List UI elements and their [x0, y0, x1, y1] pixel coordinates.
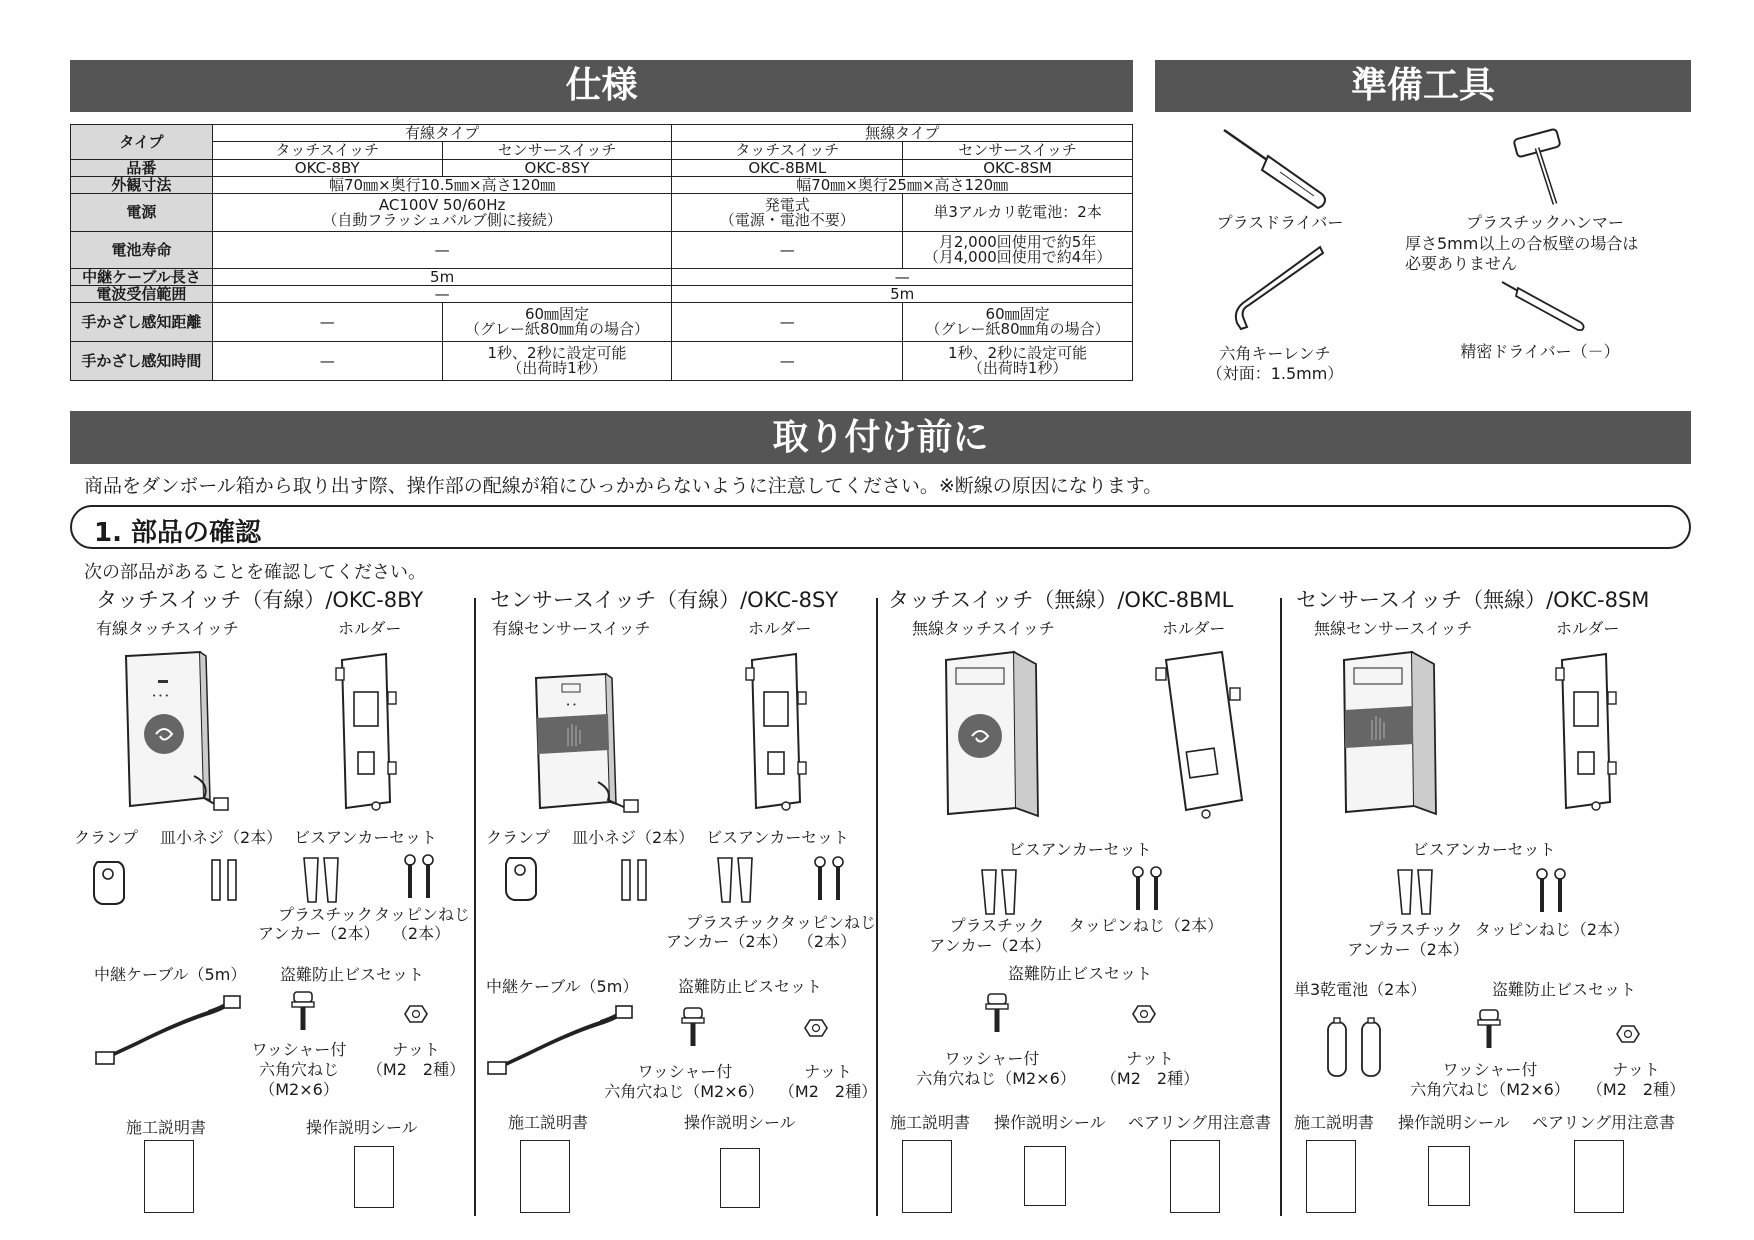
sensing-distance-8sy	[442, 303, 672, 342]
aa-battery-icon	[1326, 1016, 1388, 1078]
svg-text:• •: • •	[566, 701, 577, 709]
plastic-anchor-label-2: アンカー（2本）	[929, 936, 1051, 955]
cable-length-wireless: —	[672, 269, 1133, 286]
nut-icon	[1132, 1004, 1156, 1024]
sensing-time-8sm-line2: （出荷時1秒）	[967, 359, 1068, 377]
tapping-screw-label: タッピンねじ（2本）	[1068, 916, 1224, 935]
hex-bolt-icon	[984, 992, 1010, 1034]
pairing-doc-icon	[1574, 1140, 1624, 1213]
power-8bml-line1: 発電式	[764, 195, 810, 214]
sensing-distance-8sm	[903, 303, 1133, 342]
plastic-anchor-label-1: プラスチック	[278, 905, 373, 924]
washer-bolt-label-2: 六角穴ねじ（M2×6）	[1410, 1080, 1570, 1099]
sensing-distance-8by: —	[212, 303, 442, 342]
tools-header	[1155, 60, 1691, 112]
plastic-anchor-icon	[300, 854, 346, 906]
clamp-label: クランプ	[486, 828, 551, 847]
step1-title: 1. 部品の確認	[94, 518, 262, 548]
washer-bolt-label-2: 六角穴ねじ（M2×6）	[604, 1082, 764, 1101]
sticker-doc-icon	[1024, 1146, 1066, 1206]
washer-bolt-label-1: ワッシャー付	[944, 1049, 1040, 1068]
sensor-switch-wired: センサースイッチ	[442, 142, 672, 160]
pairing-label: ペアリング用注意書	[1128, 1113, 1272, 1132]
washer-bolt-label-1: ワッシャー付	[637, 1062, 733, 1081]
tapping-screw-icon	[1534, 868, 1570, 916]
sensing-distance-8sy-line2: （グレー紙80㎜角の場合）	[464, 320, 650, 338]
washer-bolt-label-2: 六角穴ねじ（M2×6）	[916, 1069, 1076, 1088]
power-wired-line2: （自動フラッシュバルブ側に接続）	[322, 210, 562, 229]
sensing-distance-8sy-line1: 60㎜固定	[524, 305, 590, 323]
precision-screwdriver-icon	[1500, 280, 1590, 332]
before-install-note: 商品をダンボール箱から取り出す際、操作部の配線が箱にひっかからないように注意してください。※断線の原因になります。	[84, 475, 1163, 497]
radio-range-wireless: 5m	[672, 286, 1133, 303]
plastic-anchor-label-2: アンカー（2本）	[1347, 940, 1469, 959]
tools-header-text: 準備工具	[1350, 65, 1495, 106]
sensing-time-label: 手かざし感知時間	[71, 342, 213, 381]
plastic-anchor-label-2: アンカー（2本）	[666, 932, 788, 951]
step1-description: 次の部品があることを確認してください。	[84, 562, 426, 583]
anchor-set-label: ビスアンカーセット	[1008, 840, 1152, 859]
theft-set-label: 盗難防止ビスセット	[678, 977, 823, 996]
hex-key-label-2: （対面：1.5mm）	[1206, 364, 1344, 383]
power-8bml	[672, 194, 903, 232]
tapping-screw-label-2: （2本）	[797, 932, 857, 951]
battery-life-line2: （月4,000回使用で約4年）	[923, 248, 1112, 266]
tapping-screw-label: タッピンねじ（2本）	[1474, 920, 1630, 939]
pairing-label: ペアリング用注意書	[1532, 1113, 1676, 1132]
nut-icon	[1616, 1024, 1640, 1044]
column-title-8sm: センサースイッチ（無線）/OKC-8SM	[1296, 588, 1650, 612]
sticker-doc-icon	[354, 1146, 394, 1208]
size-wireless: 幅70㎜×奥行25㎜×高さ120㎜	[672, 177, 1133, 194]
anchor-set-label: ビスアンカーセット	[706, 828, 850, 847]
theft-set-label: 盗難防止ビスセット	[1007, 964, 1152, 983]
sensing-distance-8bml: —	[672, 303, 903, 342]
tapping-screw-label-1: タッピンねじ	[780, 913, 877, 932]
precision-screwdriver-label: 精密ドライバー（－）	[1460, 342, 1620, 361]
sensing-time-8bml: —	[672, 342, 903, 381]
manual-label: 施工説明書	[508, 1113, 589, 1132]
hex-bolt-icon	[1476, 1008, 1502, 1050]
phillips-screwdriver-icon	[1222, 128, 1332, 210]
manual-doc-icon	[520, 1140, 570, 1213]
model-label: 品番	[71, 160, 213, 177]
holder-icon	[1152, 650, 1252, 818]
cable-label: 中継ケーブル（5m）	[486, 977, 639, 996]
plastic-hammer-icon	[1505, 128, 1575, 208]
switch-label-8sy: 有線センサースイッチ	[492, 619, 651, 638]
before-install-header	[70, 411, 1691, 464]
switch-label-8by: 有線タッチスイッチ	[96, 619, 239, 638]
size-wired: 幅70㎜×奥行10.5㎜×高さ120㎜	[212, 177, 672, 194]
washer-bolt-label-3: （M2×6）	[259, 1080, 339, 1099]
hammer-note-1: 厚さ5mm以上の合板壁の場合は	[1405, 234, 1639, 253]
tapping-screw-icon	[1130, 866, 1166, 914]
nut-label-1: ナット	[1126, 1049, 1174, 1068]
manual-doc-icon	[902, 1140, 952, 1213]
power-wired	[212, 194, 672, 232]
sensor-switch-wired-icon	[532, 672, 650, 814]
manual-doc-icon	[144, 1140, 194, 1213]
relay-cable-icon	[94, 994, 244, 1068]
before-install-header-text: 取り付け前に	[772, 417, 989, 458]
plastic-anchor-icon	[1394, 866, 1440, 918]
plastic-anchor-icon	[978, 866, 1024, 918]
wireless-type: 無線タイプ	[672, 125, 1133, 142]
switch-label-8bml: 無線タッチスイッチ	[912, 619, 1055, 638]
sensor-switch-wireless: センサースイッチ	[903, 142, 1133, 160]
clamp-icon	[502, 854, 542, 902]
battery-label: 単3乾電池（2本）	[1294, 980, 1427, 999]
power-8sm: 単3アルカリ乾電池：2本	[903, 194, 1133, 232]
nut-label-1: ナット	[392, 1040, 440, 1059]
step1-box	[70, 505, 1691, 549]
phillips-label: プラスドライバー	[1216, 213, 1344, 232]
theft-set-label: 盗難防止ビスセット	[1492, 980, 1637, 999]
washer-bolt-label-1: ワッシャー付	[1442, 1060, 1538, 1079]
touch-switch-wired-icon	[122, 650, 234, 812]
sticker-label: 操作説明シール	[994, 1113, 1106, 1132]
manual-label: 施工説明書	[890, 1113, 971, 1132]
power-label: 電源	[71, 194, 213, 232]
sticker-label: 操作説明シール	[306, 1118, 418, 1137]
plastic-anchor-label-1: プラスチック	[1367, 920, 1463, 939]
relay-cable-icon	[486, 1004, 636, 1078]
wired-type: 有線タイプ	[212, 125, 672, 142]
manual-label: 施工説明書	[126, 1118, 207, 1137]
spec-header-text: 仕様	[565, 65, 638, 106]
washer-bolt-label-1: ワッシャー付	[251, 1040, 347, 1059]
nut-label-2: （M2 2種）	[1586, 1080, 1686, 1099]
sensing-time-8sy-line1: 1秒、2秒に設定可能	[487, 344, 627, 362]
sensing-time-8by: —	[212, 342, 442, 381]
flat-screw-label: 皿小ネジ（2本）	[572, 828, 695, 847]
cable-length-label: 中継ケーブル長さ	[71, 269, 213, 286]
model-8sy: OKC-8SY	[442, 160, 672, 177]
hex-bolt-icon	[680, 1006, 706, 1048]
radio-range-wired: —	[212, 286, 672, 303]
tapping-screw-icon	[812, 856, 848, 904]
clamp-label: クランプ	[74, 828, 139, 847]
flat-screw-label: 皿小ネジ（2本）	[160, 828, 283, 847]
battery-life-label: 電池寿命	[71, 232, 213, 269]
battery-life-wired: —	[212, 232, 672, 269]
sticker-doc-icon	[720, 1148, 760, 1208]
nut-icon	[404, 1004, 428, 1024]
hex-key-wrench-icon	[1225, 243, 1325, 333]
power-8bml-line2: （電源・電池不要）	[719, 210, 855, 229]
cable-label: 中継ケーブル（5m）	[94, 965, 247, 984]
plastic-anchor-label-1: プラスチック	[686, 913, 781, 932]
nut-label-2: （M2 2種）	[366, 1060, 466, 1079]
holder-label-8bml: ホルダー	[1162, 619, 1226, 638]
hex-bolt-icon	[290, 990, 316, 1032]
nut-label-2: （M2 2種）	[778, 1082, 878, 1101]
switch-label-8sm: 無線センサースイッチ	[1314, 619, 1473, 638]
sticker-label: 操作説明シール	[1398, 1113, 1510, 1132]
battery-life-8bml: —	[672, 232, 903, 269]
flat-screw-icon	[620, 858, 652, 904]
nut-label-1: ナット	[804, 1062, 852, 1081]
sensing-time-8sy-line2: （出荷時1秒）	[507, 359, 607, 377]
touch-switch-wired: タッチスイッチ	[212, 142, 442, 160]
sensing-distance-8sm-line1: 60㎜固定	[985, 305, 1050, 323]
holder-icon	[744, 652, 808, 812]
touch-switch-wireless: タッチスイッチ	[672, 142, 903, 160]
hammer-note-2: 必要ありません	[1405, 254, 1518, 273]
washer-bolt-label-2: 六角穴ねじ	[258, 1060, 339, 1079]
holder-label-8sm: ホルダー	[1556, 619, 1620, 638]
cable-length-wired: 5m	[212, 269, 672, 286]
sensing-distance-8sm-line2: （グレー紙80㎜角の場合）	[925, 320, 1110, 338]
hex-key-label-1: 六角キーレンチ	[1219, 344, 1331, 363]
plastic-anchor-label-2: アンカー（2本）	[258, 924, 380, 943]
size-label: 外観寸法	[71, 177, 213, 194]
type-label: タイプ	[71, 125, 213, 160]
holder-label-8sy: ホルダー	[748, 619, 812, 638]
column-title-8sy: センサースイッチ（有線）/OKC-8SY	[490, 588, 839, 612]
touch-switch-wireless-icon	[942, 648, 1042, 820]
model-8sm: OKC-8SM	[903, 160, 1133, 177]
clamp-icon	[90, 858, 130, 906]
sensing-time-8sm-line1: 1秒、2秒に設定可能	[948, 344, 1088, 362]
model-8bml: OKC-8BML	[672, 160, 903, 177]
column-title-8bml: タッチスイッチ（無線）/OKC-8BML	[888, 588, 1234, 612]
battery-life-8sm	[903, 232, 1133, 269]
manual-doc-icon	[1306, 1140, 1356, 1213]
hammer-label: プラスチックハンマー	[1466, 213, 1624, 232]
nut-icon	[804, 1018, 828, 1038]
sensor-switch-wireless-icon	[1340, 648, 1440, 818]
sensing-time-8sm	[903, 342, 1133, 381]
nut-label-1: ナット	[1612, 1060, 1660, 1079]
spec-table	[70, 124, 1133, 381]
tapping-screw-label-2: （2本）	[391, 924, 451, 943]
column-title-8by: タッチスイッチ（有線）/OKC-8BY	[96, 588, 424, 612]
spec-header	[70, 60, 1133, 112]
sensing-time-8sy	[442, 342, 672, 381]
plastic-anchor-label-1: プラスチック	[949, 916, 1045, 935]
column-divider	[876, 598, 878, 1216]
manual-label: 施工説明書	[1294, 1113, 1375, 1132]
sticker-doc-icon	[1428, 1146, 1470, 1206]
anchor-set-label: ビスアンカーセット	[294, 828, 438, 847]
power-wired-line1: AC100V 50/60Hz	[378, 195, 506, 214]
battery-life-line1: 月2,000回使用で約5年	[938, 233, 1097, 251]
theft-set-label: 盗難防止ビスセット	[280, 965, 425, 984]
svg-text:• • •: • • •	[152, 692, 169, 700]
sticker-label: 操作説明シール	[684, 1113, 796, 1132]
column-divider	[1280, 598, 1282, 1216]
tapping-screw-label-1: タッピンねじ	[374, 905, 471, 924]
model-8by: OKC-8BY	[212, 160, 442, 177]
holder-label-8by: ホルダー	[338, 619, 402, 638]
anchor-set-label: ビスアンカーセット	[1412, 840, 1556, 859]
holder-icon	[1554, 652, 1618, 812]
holder-icon	[334, 652, 398, 812]
column-divider	[474, 598, 476, 1216]
nut-label-2: （M2 2種）	[1100, 1069, 1200, 1088]
tapping-screw-icon	[402, 854, 438, 902]
radio-range-label: 電波受信範囲	[71, 286, 213, 303]
pairing-doc-icon	[1170, 1140, 1220, 1213]
flat-screw-icon	[210, 858, 242, 904]
sensing-distance-label: 手かざし感知距離	[71, 303, 213, 342]
plastic-anchor-icon	[714, 854, 760, 906]
